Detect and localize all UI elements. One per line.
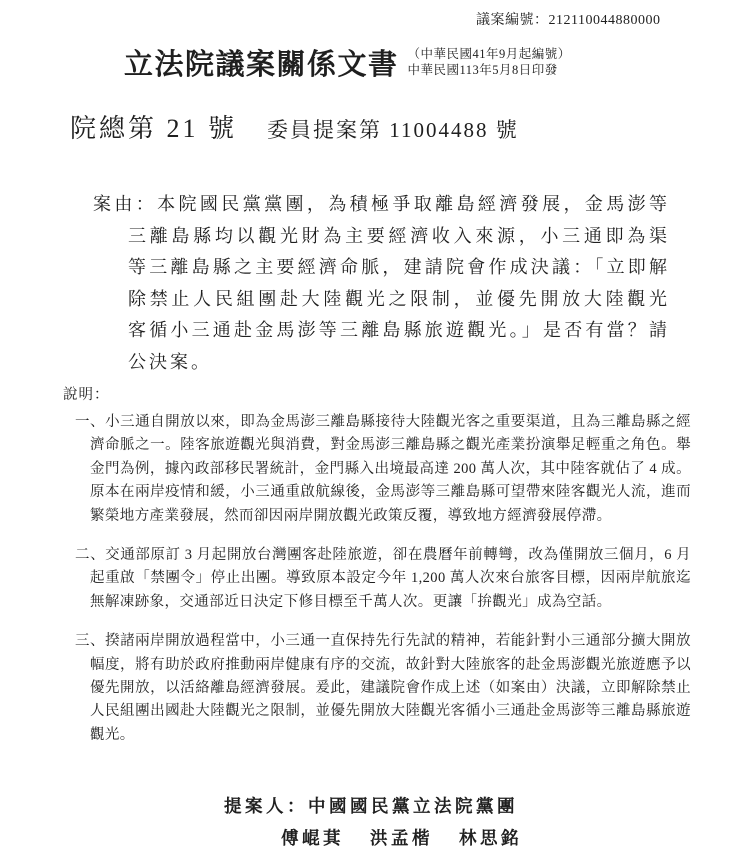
print-date: 中華民國113年5月8日印發 <box>407 62 558 77</box>
proposer-line <box>224 793 522 818</box>
item-text: 小三通自開放以來，即為金馬澎三離島縣接待大陸觀光客之重要渠道，且為三離島縣之經濟命脈之一。陸客旅遊觀光與消費，對金馬澎三離島縣之觀光產業扮演舉足輕重之角色。舉金門為例，據內政部移民署統計，金門縣入出境最高達 200 萬人次，其中陸客就佔了 4 成。原本在兩岸疫情和緩，小三通重啟航線後，金馬澎等三離島縣可望帶來陸客觀光人流，進而繁榮地方產業發展，然而卻因兩岸開放觀光政策反覆，導致地方經濟發展停滯。 <box>90 414 691 524</box>
subject-label: 案由： <box>93 194 158 214</box>
proposer-names <box>281 825 522 849</box>
explanation-item <box>75 411 691 528</box>
bill-number-line <box>70 108 519 145</box>
explanation-label: 說明： <box>63 387 110 403</box>
proposer-block <box>224 793 522 849</box>
document-title: 立法院議案關係文書 <box>124 49 399 81</box>
numbering-note: （中華民國41年9月起編號） <box>407 47 571 61</box>
explanation-list <box>75 411 691 747</box>
item-text: 揆諸兩岸開放過程當中，小三通一直保持先行先試的精神，若能針對小三通部分擴大開放幅度，將有助於政府推動兩岸健康有序的交流，故針對大陸旅客的赴金馬澎觀光旅遊應予以優先開放，以活絡離島經濟發展。爰此，建議院會作成上述（如案由）決議，立即解除禁止人民組團出國赴大陸觀光之限制，並優先開放大陸觀光客循小三通赴金馬澎等三離島縣旅遊觀光。 <box>90 633 691 743</box>
proposal-number: 委員提案第 11004488 號 <box>267 118 519 142</box>
item-marker: 一、 <box>75 414 106 430</box>
title-note <box>408 47 571 78</box>
general-number: 院總第 21 號 <box>70 114 238 143</box>
explanation-item <box>75 544 691 614</box>
proposer-label: 提案人： <box>224 796 308 816</box>
explanation-item <box>75 630 691 747</box>
document-header <box>124 42 571 83</box>
docket-label: 議案編號： <box>476 13 549 28</box>
item-marker: 三、 <box>75 633 106 650</box>
item-text: 交通部原訂 3 月起開放台灣團客赴陸旅遊，卻在農曆年前轉彎，改為僅開放三個月，6 月起重啟「禁團令」停止出團。導致原本設定今年 1,200 萬人次來台旅客目標，因兩岸航旅迄無解凍跡象，交通部近日決定下修目標至千萬人次。更讓「拚觀光」成為空話。 <box>90 547 691 610</box>
proposer-name: 洪孟楷 <box>370 828 433 848</box>
docket-value: 212110044880000 <box>548 13 661 28</box>
item-marker: 二、 <box>75 547 106 564</box>
proposer-name: 傅崐萁 <box>281 828 344 848</box>
subject-text: 本院國民黨黨團，為積極爭取離島經濟發展，金馬澎等三離島縣均以觀光財為主要經濟收入來源，小三通即為渠等三離島縣之主要經濟命脈，建請院會作成決議：「立即解除禁止人民組團赴大陸觀光之限制，並優先開放大陸觀光客循小三通赴金馬澎等三離島縣旅遊觀光。」是否有當？請公決案。 <box>128 194 670 372</box>
subject-paragraph <box>93 189 670 378</box>
docket-number <box>476 9 660 29</box>
proposer-name: 林思銘 <box>459 828 522 848</box>
proposer-org: 中國國民黨立法院黨團 <box>308 796 518 816</box>
